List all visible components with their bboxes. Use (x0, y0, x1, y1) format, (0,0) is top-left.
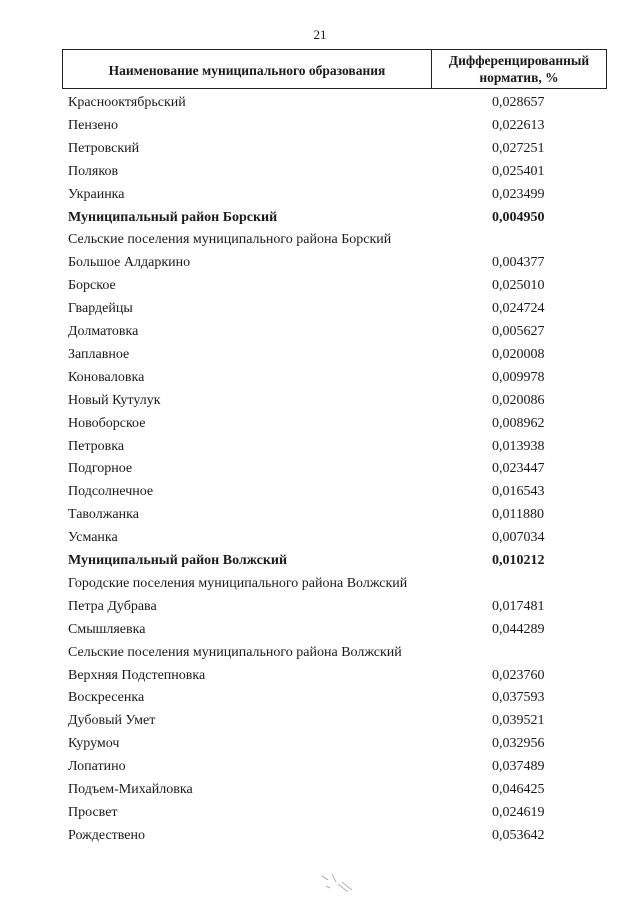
table-row (0, 599, 640, 621)
normative-value: 0,032956 (492, 736, 545, 752)
column-header-value-line2: норматив, % (479, 70, 559, 85)
settlement-name: Таволжанка (68, 507, 139, 523)
table-row (0, 370, 640, 392)
normative-value: 0,009978 (492, 369, 545, 385)
settlement-name: Верхняя Подстепновка (68, 667, 206, 683)
normative-value: 0,037489 (492, 759, 545, 775)
normative-value: 0,028657 (492, 95, 545, 110)
settlement-name: Городские поселения муниципального района Волжский (68, 575, 408, 591)
settlement-name: Петровка (68, 438, 125, 454)
table-row (0, 461, 640, 483)
settlement-name: Гвардейцы (68, 301, 133, 317)
settlement-name: Смышляевка (68, 621, 146, 637)
normative-value: 0,016543 (492, 484, 545, 500)
section-subheading-row (0, 645, 640, 667)
normative-value: 0,023499 (492, 186, 545, 202)
normative-value: 0,023760 (492, 667, 545, 683)
table-row (0, 439, 640, 461)
settlement-name: Просвет (68, 804, 118, 820)
section-subheading-row (0, 576, 640, 598)
scan-artifact-mark (318, 870, 358, 900)
table-row (0, 255, 640, 277)
table-row (0, 690, 640, 712)
normative-value: 0,025010 (492, 278, 545, 294)
settlement-name: Коноваловка (68, 369, 145, 385)
table-row (0, 164, 640, 186)
normative-value: 0,046425 (492, 782, 545, 797)
settlement-name: Петровский (68, 140, 140, 156)
table-row (0, 278, 640, 300)
settlement-name: Подгорное (68, 461, 133, 477)
settlement-name: Подсолнечное (68, 484, 154, 500)
normative-value: 0,004377 (492, 255, 545, 271)
column-header-name: Наименование муниципального образования (63, 50, 432, 88)
section-subheading-row (0, 232, 640, 254)
district-row (0, 210, 640, 232)
table-row (0, 484, 640, 506)
settlement-name: Пензено (68, 117, 119, 133)
table-row (0, 95, 640, 117)
normative-value: 0,017481 (492, 598, 545, 614)
settlement-name: Украинка (68, 186, 125, 202)
settlement-name: Заплавное (68, 346, 130, 362)
normative-value: 0,022613 (492, 117, 545, 133)
settlement-name: Большое Алдаркино (68, 255, 191, 271)
table-row (0, 828, 640, 850)
table-row (0, 736, 640, 758)
table-row (0, 347, 640, 369)
normative-value: 0,024619 (492, 804, 545, 820)
normative-value: 0,020086 (492, 392, 545, 408)
normative-value: 0,027251 (492, 140, 545, 156)
table-row (0, 393, 640, 415)
normative-value: 0,008962 (492, 415, 545, 431)
normative-value: 0,025401 (492, 163, 545, 179)
column-header-value-line1: Дифференцированный (448, 53, 590, 68)
normative-value: 0,010212 (492, 553, 545, 568)
table-row (0, 782, 640, 804)
settlement-name: Подъем-Михайловка (68, 782, 193, 797)
settlement-name: Усманка (68, 530, 118, 546)
settlement-name: Петра Дубрава (68, 598, 157, 614)
normative-value: 0,013938 (492, 438, 545, 454)
normative-value: 0,020008 (492, 346, 545, 362)
settlement-name: Сельские поселения муниципального района Волжский (68, 644, 402, 660)
table-row (0, 668, 640, 690)
normative-value: 0,024724 (492, 301, 545, 317)
settlement-name: Борское (68, 278, 116, 294)
settlement-name: Поляков (68, 163, 119, 179)
table-row (0, 324, 640, 346)
settlement-name: Воскресенка (68, 690, 145, 706)
table-row (0, 416, 640, 438)
table-row (0, 507, 640, 529)
table-row (0, 759, 640, 781)
normative-value: 0,044289 (492, 621, 545, 637)
normative-value: 0,053642 (492, 827, 545, 843)
settlement-name: Сельские поселения муниципального района Борский (68, 232, 392, 248)
district-row (0, 553, 640, 575)
normative-value: 0,011880 (492, 507, 544, 523)
settlement-name: Новый Кутулук (68, 392, 161, 408)
settlement-name: Новоборское (68, 415, 146, 431)
settlement-name: Краснооктябрьский (68, 95, 186, 110)
table-row (0, 805, 640, 827)
normative-value: 0,005627 (492, 324, 545, 339)
settlement-name: Лопатино (68, 759, 126, 775)
settlement-name: Муниципальный район Волжский (68, 553, 288, 568)
table-row (0, 141, 640, 163)
normative-value: 0,037593 (492, 690, 545, 706)
settlement-name: Рождествено (68, 827, 146, 843)
table-row (0, 118, 640, 140)
settlement-name: Долматовка (68, 324, 139, 339)
normative-value: 0,007034 (492, 530, 545, 546)
settlement-name: Курумоч (68, 736, 120, 752)
table-row (0, 301, 640, 323)
settlement-name: Муниципальный район Борский (68, 209, 278, 225)
page-number: 21 (313, 27, 327, 42)
table-row (0, 187, 640, 209)
table-row (0, 530, 640, 552)
normative-value: 0,039521 (492, 713, 545, 729)
table-row (0, 713, 640, 735)
normative-value: 0,023447 (492, 461, 545, 477)
settlement-name: Дубовый Умет (68, 713, 156, 729)
normative-value: 0,004950 (492, 209, 545, 225)
table-row (0, 622, 640, 644)
